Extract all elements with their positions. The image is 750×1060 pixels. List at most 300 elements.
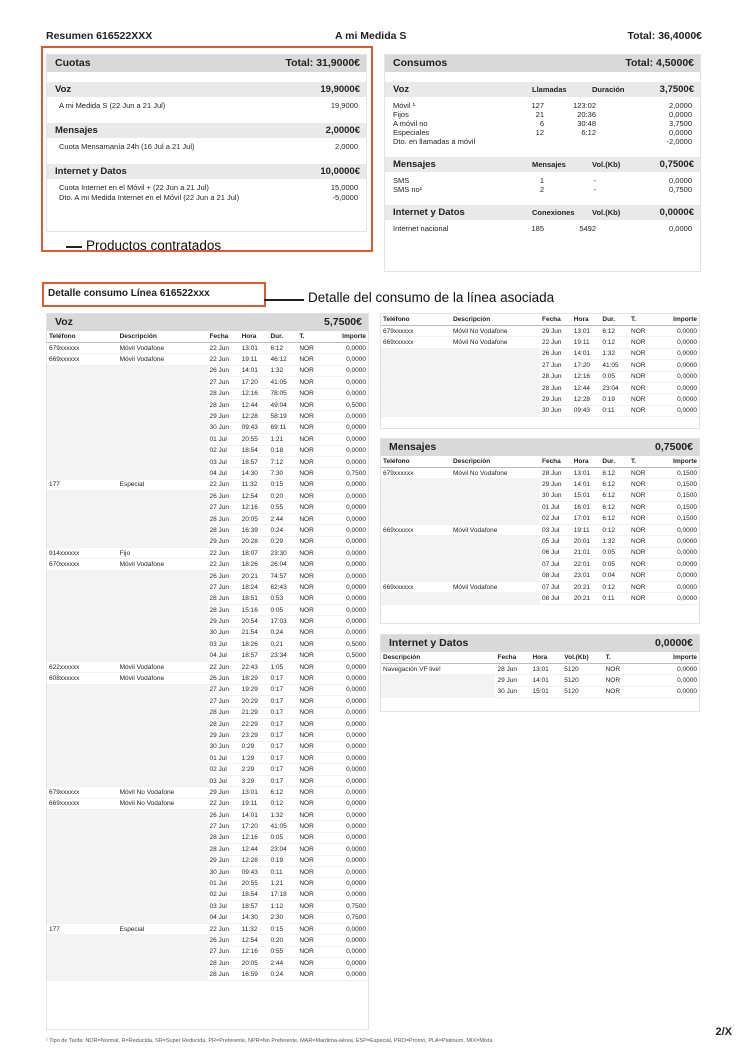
voz-detail-continued-panel [380, 313, 700, 429]
column-header: Descripción [118, 331, 208, 343]
table-cell: Móvil No Vodafone [118, 798, 208, 809]
table-cell: 2:44 [268, 513, 297, 524]
table-cell [118, 878, 208, 889]
table-cell: 23:34 [268, 650, 297, 661]
table-cell [47, 388, 118, 399]
table-cell: NOR [629, 468, 654, 479]
table-cell: 22 Jun [208, 343, 240, 354]
table-cell: 0,0000 [654, 348, 699, 359]
table-cell [47, 741, 118, 752]
table-cell: 6:12 [600, 326, 629, 337]
table-row [47, 388, 368, 399]
table-cell: 0,7500 [323, 468, 368, 479]
table-cell: NOR [297, 741, 323, 752]
column-header: Dur. [600, 456, 629, 468]
table-cell: 23:29 [240, 730, 269, 741]
table-cell: 03 Jul [208, 901, 240, 912]
table-cell [451, 382, 540, 393]
cuota-item-desc: Cuota Mensamanía 24h (16 Jul a 21 Jul) [59, 142, 195, 151]
table-cell: 30 Jun [208, 627, 240, 638]
table-cell: NOR [297, 787, 323, 798]
table-cell: 0,1500 [654, 468, 699, 479]
summary-total: Total: 36,4000€ [627, 30, 702, 42]
plan-name: A mi Medida S [335, 30, 407, 42]
table-cell [47, 935, 118, 946]
table-cell: 0,0000 [654, 405, 699, 416]
column-header: T. [604, 652, 642, 664]
table-row [47, 479, 368, 490]
table-cell: 01 Jul [540, 502, 572, 513]
table-cell: 12:16 [240, 388, 269, 399]
cuotas-group-name: Internet y Datos [55, 166, 127, 177]
table-cell [451, 394, 540, 405]
table-cell: 0,0000 [323, 821, 368, 832]
table-cell: 41:05 [268, 377, 297, 388]
table-cell: 22:43 [240, 661, 269, 672]
column-header: Teléfono [381, 456, 451, 468]
table-cell: 14:01 [572, 348, 601, 359]
table-cell: 0,5000 [323, 650, 368, 661]
table-cell: 30 Jun [540, 490, 572, 501]
table-cell: 18:54 [240, 445, 269, 456]
consumos-group-name: Internet y Datos [393, 207, 465, 218]
table-cell [451, 479, 540, 490]
table-cell: 0,5000 [323, 639, 368, 650]
table-cell: 0,0000 [654, 382, 699, 393]
table-row [47, 627, 368, 638]
table-cell: NOR [297, 479, 323, 490]
table-cell [381, 360, 451, 371]
consumo-item-count: 185 [531, 224, 544, 233]
table-cell: 27 Jun [208, 582, 240, 593]
table-cell: 06 Jul [540, 547, 572, 558]
table-cell: 0:24 [268, 969, 297, 980]
table-cell: 20:21 [572, 593, 601, 604]
table-cell: 29 Jun [208, 536, 240, 547]
table-cell: 0:21 [268, 639, 297, 650]
column-header: Descripción [451, 314, 540, 326]
table-cell: Móvil No Vodafone [118, 787, 208, 798]
cuota-item-value: 2,0000 [335, 142, 358, 151]
table-cell: 0,0000 [323, 411, 368, 422]
table-cell [381, 513, 451, 524]
table-cell: NOR [629, 593, 654, 604]
consumo-item-value: 2,0000 [669, 101, 692, 110]
voz-detail-continued-table [381, 314, 699, 417]
table-cell: 29 Jun [208, 616, 240, 627]
table-cell [47, 707, 118, 718]
table-cell: 0,0000 [323, 456, 368, 467]
table-cell: Móvil Vodafone [118, 661, 208, 672]
table-cell: 26 Jun [208, 810, 240, 821]
consumos-group-items [385, 97, 700, 147]
table-cell [118, 639, 208, 650]
table-row [47, 775, 368, 786]
table-cell: 28 Jun [495, 664, 530, 675]
table-cell: 17:20 [240, 821, 269, 832]
table-cell: 0,0000 [323, 696, 368, 707]
table-cell: NOR [297, 889, 323, 900]
table-row [47, 866, 368, 877]
table-cell [47, 513, 118, 524]
table-cell: 14:01 [240, 810, 269, 821]
table-cell: 679xxxxxx [381, 326, 451, 337]
table-cell: 12:54 [240, 935, 269, 946]
table-row [47, 491, 368, 502]
table-cell [47, 536, 118, 547]
column-header: Importe [654, 314, 699, 326]
table-cell [47, 810, 118, 821]
table-cell: NOR [629, 524, 654, 535]
summary-line-title: Resumen 616522XXX [46, 30, 153, 42]
table-cell: 1:12 [268, 901, 297, 912]
table-cell: 20:05 [240, 958, 269, 969]
table-cell [118, 491, 208, 502]
table-cell [47, 525, 118, 536]
table-cell: NOR [629, 405, 654, 416]
table-cell [118, 650, 208, 661]
table-cell: 14:01 [530, 675, 562, 686]
table-row [47, 878, 368, 889]
table-row [381, 536, 699, 547]
table-cell: NOR [297, 627, 323, 638]
table-cell: 0,0000 [323, 775, 368, 786]
table-cell: 21:01 [572, 547, 601, 558]
table-cell: NOR [297, 878, 323, 889]
table-cell [381, 675, 495, 686]
table-cell [381, 371, 451, 382]
table-cell: 09:43 [240, 866, 269, 877]
table-cell: 03 Jul [208, 775, 240, 786]
table-row [47, 548, 368, 559]
table-cell: Móvil Vodafone [118, 354, 208, 365]
table-cell: 01 Jul [208, 434, 240, 445]
table-cell: NOR [297, 548, 323, 559]
table-cell [381, 490, 451, 501]
table-cell: 07 Jul [540, 559, 572, 570]
table-cell [47, 650, 118, 661]
table-cell: 12:16 [240, 502, 269, 513]
table-cell: NOR [297, 707, 323, 718]
cuotas-group-amount: 10,0000€ [320, 166, 360, 177]
table-row [381, 326, 699, 337]
consumos-col1-label: Llamadas [532, 85, 567, 94]
table-cell: 17:20 [572, 360, 601, 371]
table-cell: NOR [629, 581, 654, 592]
table-cell: 26 Jun [540, 348, 572, 359]
table-cell [451, 490, 540, 501]
table-cell: 0,0000 [323, 673, 368, 684]
table-cell: NOR [629, 536, 654, 547]
table-cell: 13:01 [572, 468, 601, 479]
table-cell: NOR [297, 684, 323, 695]
mensajes-detail-amount: 0,7500€ [655, 441, 693, 453]
table-row [47, 696, 368, 707]
table-cell [118, 468, 208, 479]
table-cell: 18:57 [240, 650, 269, 661]
table-cell: NOR [297, 946, 323, 957]
table-cell: NOR [297, 958, 323, 969]
column-header: Importe [654, 456, 699, 468]
column-header: Dur. [268, 331, 297, 343]
table-header-row [47, 331, 368, 343]
table-cell: NOR [297, 844, 323, 855]
table-row [381, 570, 699, 581]
consumos-group-name: Mensajes [393, 159, 436, 170]
table-row [47, 582, 368, 593]
table-cell: 2:29 [240, 764, 269, 775]
table-cell: 0,1500 [654, 513, 699, 524]
table-head [47, 331, 368, 343]
table-cell [118, 753, 208, 764]
table-cell [47, 889, 118, 900]
table-row [47, 798, 368, 809]
table-cell [47, 718, 118, 729]
table-cell: NOR [604, 664, 642, 675]
table-cell [47, 855, 118, 866]
table-cell: 18:57 [240, 901, 269, 912]
table-cell: 01 Jul [208, 878, 240, 889]
consumo-item-value: -2,0000 [666, 137, 692, 146]
table-cell [47, 502, 118, 513]
table-cell [47, 639, 118, 650]
table-cell: NOR [629, 326, 654, 337]
table-cell: 1:05 [268, 661, 297, 672]
table-cell [381, 593, 451, 604]
table-cell: 0,0000 [654, 547, 699, 558]
table-cell: NOR [297, 730, 323, 741]
table-cell: Móvil No Vodafone [451, 468, 540, 479]
table-cell: 28 Jun [540, 468, 572, 479]
table-cell: 49:04 [268, 399, 297, 410]
table-cell: 20:05 [240, 513, 269, 524]
table-cell: 62:43 [268, 582, 297, 593]
consumo-item [385, 136, 700, 145]
table-cell [118, 844, 208, 855]
table-cell: 669xxxxxx [47, 354, 118, 365]
table-cell: 0,0000 [323, 810, 368, 821]
table-cell [118, 593, 208, 604]
table-cell: NOR [297, 604, 323, 615]
table-cell: 26 Jun [208, 935, 240, 946]
table-cell: 29 Jun [540, 394, 572, 405]
table-cell: NOR [629, 502, 654, 513]
column-header: Importe [642, 652, 699, 664]
table-cell: NOR [297, 855, 323, 866]
table-cell: NOR [297, 935, 323, 946]
table-cell: 28 Jun [540, 382, 572, 393]
table-cell: NOR [297, 434, 323, 445]
table-cell: 3:29 [240, 775, 269, 786]
table-cell: Navegación VF live! [381, 664, 495, 675]
table-cell: NOR [297, 821, 323, 832]
table-row [47, 969, 368, 980]
table-cell: NOR [629, 559, 654, 570]
table-row [47, 753, 368, 764]
table-cell: 46:12 [268, 354, 297, 365]
table-cell: 12:28 [240, 411, 269, 422]
table-cell: Especial [118, 923, 208, 934]
table-cell: NOR [297, 411, 323, 422]
table-cell [47, 445, 118, 456]
consumos-title: Consumos [393, 57, 448, 69]
table-cell [381, 382, 451, 393]
table-cell: 09:43 [240, 422, 269, 433]
mensajes-detail-table [381, 456, 699, 605]
table-cell: 0,1500 [654, 479, 699, 490]
consumo-item-desc: Dto. en llamadas a móvil [393, 137, 476, 146]
table-cell: 0:17 [268, 775, 297, 786]
table-cell: 29 Jun [208, 855, 240, 866]
column-header: Descripción [451, 456, 540, 468]
column-header: Hora [240, 331, 269, 343]
table-cell: 29 Jun [540, 326, 572, 337]
table-cell: 6:12 [600, 513, 629, 524]
table-cell: NOR [629, 479, 654, 490]
table-cell: 0,0000 [323, 479, 368, 490]
table-row [47, 377, 368, 388]
consumo-item-count: 12 [535, 128, 544, 137]
table-cell: 1:32 [268, 810, 297, 821]
table-row [47, 684, 368, 695]
table-row [47, 570, 368, 581]
table-cell: 28 Jun [208, 399, 240, 410]
table-cell: 29 Jun [208, 730, 240, 741]
consumo-item-volume: 20:36 [577, 110, 596, 119]
table-cell: 17:01 [572, 513, 601, 524]
table-cell [451, 371, 540, 382]
table-cell [118, 707, 208, 718]
table-cell: 0,0000 [323, 832, 368, 843]
consumo-item-value: 0,7500 [669, 185, 692, 194]
table-cell: 15:16 [240, 604, 269, 615]
table-cell: 27 Jun [540, 360, 572, 371]
table-cell [118, 616, 208, 627]
table-cell [451, 405, 540, 416]
table-cell: Móvil Vodafone [118, 343, 208, 354]
table-cell: 04 Jul [208, 650, 240, 661]
table-cell: 177 [47, 479, 118, 490]
table-cell: 11:32 [240, 923, 269, 934]
internet-detail-header [381, 635, 699, 652]
table-row [47, 365, 368, 376]
table-row [47, 616, 368, 627]
table-cell: 02 Jul [208, 889, 240, 900]
table-row [47, 855, 368, 866]
table-cell: 0,0000 [323, 718, 368, 729]
table-cell: 29 Jun [208, 787, 240, 798]
table-cell: 20:21 [240, 570, 269, 581]
table-cell [451, 570, 540, 581]
table-cell: 21:54 [240, 627, 269, 638]
table-row [381, 559, 699, 570]
table-cell: NOR [297, 616, 323, 627]
cuota-item-value: -5,0000 [332, 193, 358, 202]
table-cell [47, 696, 118, 707]
cuotas-group-name: Mensajes [55, 125, 98, 136]
table-cell: 0,0000 [323, 582, 368, 593]
table-row [47, 764, 368, 775]
table-row [47, 730, 368, 741]
table-cell: 02 Jul [208, 764, 240, 775]
table-cell [381, 405, 451, 416]
table-cell: 23:01 [572, 570, 601, 581]
table-cell: 0,0000 [323, 958, 368, 969]
cuota-item-value: 19,9000 [330, 101, 358, 110]
table-cell: 0:18 [268, 445, 297, 456]
table-cell: 679xxxxxx [47, 787, 118, 798]
internet-detail-table [381, 652, 699, 698]
table-cell: 20:01 [572, 536, 601, 547]
consumo-item-count: 2 [539, 185, 544, 194]
table-cell [47, 616, 118, 627]
table-row [47, 661, 368, 672]
table-cell: 03 Jul [540, 524, 572, 535]
table-cell [47, 434, 118, 445]
table-cell [47, 377, 118, 388]
table-row [47, 650, 368, 661]
column-header: T. [297, 331, 323, 343]
consumo-item [385, 223, 700, 232]
table-cell: Móvil Vodafone [451, 581, 540, 592]
table-cell: 0:17 [268, 673, 297, 684]
table-cell [381, 479, 451, 490]
table-cell: 0:17 [268, 707, 297, 718]
table-cell [118, 365, 208, 376]
table-row [381, 675, 699, 686]
internet-detail-title: Internet y Datos [389, 637, 469, 649]
consumos-header [385, 55, 700, 72]
consumo-item-desc: A móvil no [393, 119, 428, 128]
table-cell [118, 434, 208, 445]
consumo-item-volume: - [593, 176, 596, 185]
table-cell [47, 604, 118, 615]
table-cell: 20:21 [572, 581, 601, 592]
table-cell [47, 753, 118, 764]
table-cell: 0:17 [268, 730, 297, 741]
table-cell [118, 718, 208, 729]
table-cell: 1:21 [268, 878, 297, 889]
table-cell: 22 Jun [208, 548, 240, 559]
table-cell: 914xxxxxx [47, 548, 118, 559]
table-cell: 0:19 [268, 855, 297, 866]
table-cell: 26 Jun [208, 365, 240, 376]
table-cell: 0,0000 [323, 525, 368, 536]
table-cell: 12:44 [572, 382, 601, 393]
table-cell [451, 593, 540, 604]
table-cell [118, 570, 208, 581]
table-cell: NOR [629, 371, 654, 382]
table-cell [118, 741, 208, 752]
column-header: Vol.(Kb) [562, 652, 603, 664]
table-cell: Móvil No Vodafone [451, 337, 540, 348]
table-cell [118, 866, 208, 877]
table-cell [118, 388, 208, 399]
detalle-pointer [264, 299, 304, 301]
table-row [47, 639, 368, 650]
table-cell: 29 Jun [540, 479, 572, 490]
table-row [47, 707, 368, 718]
table-cell: 07 Jul [540, 581, 572, 592]
table-cell: 22 Jun [208, 479, 240, 490]
consumo-item-volume: - [593, 185, 596, 194]
table-cell: 0,1500 [654, 502, 699, 513]
column-header: Teléfono [47, 331, 118, 343]
table-cell: 20:55 [240, 434, 269, 445]
table-cell: 30 Jun [495, 686, 530, 697]
consumo-item-desc: Fijos [393, 110, 409, 119]
table-cell: 22:29 [240, 718, 269, 729]
